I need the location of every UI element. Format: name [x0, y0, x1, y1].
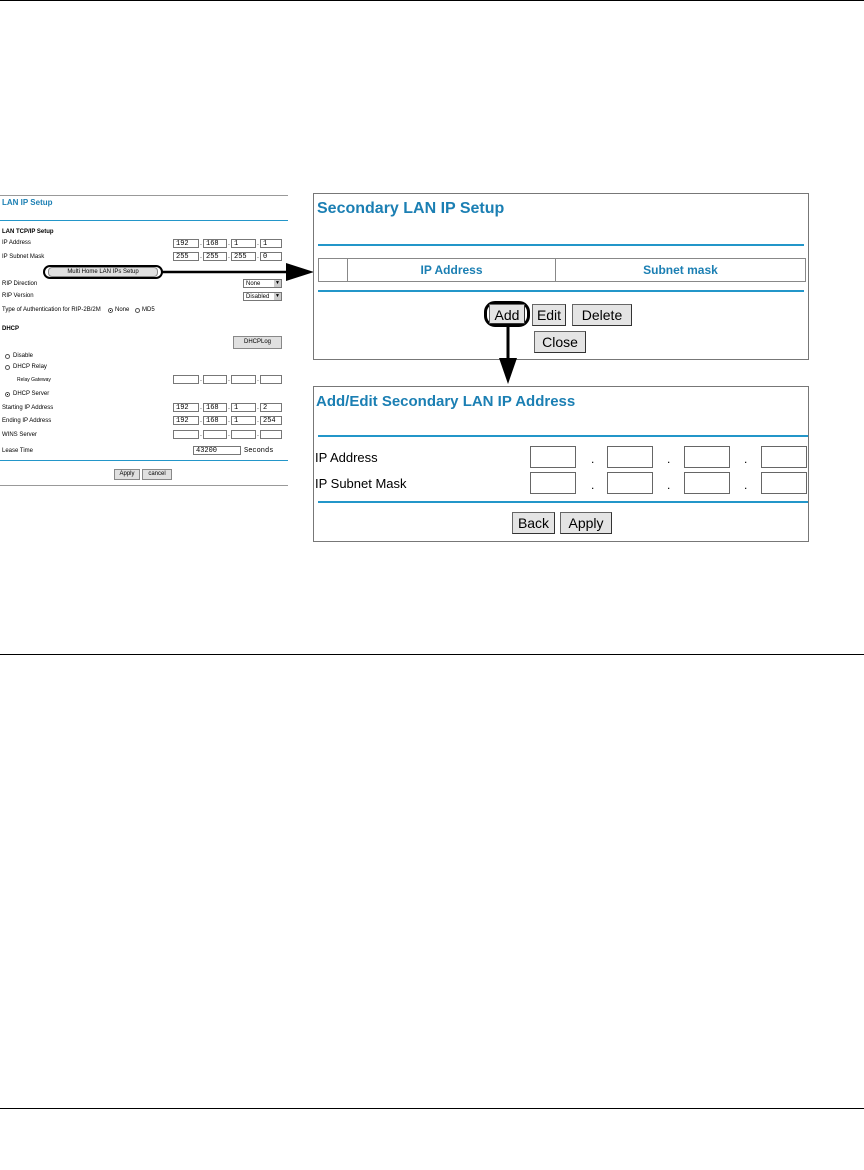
dot: . — [200, 253, 202, 260]
relay-octet-1[interactable] — [173, 375, 199, 384]
addedit-mask-label: IP Subnet Mask — [315, 476, 407, 491]
relay-octet-4[interactable] — [260, 375, 282, 384]
dhcp-log-button[interactable]: DHCPLog — [233, 336, 282, 349]
start-octet-1[interactable]: 192 — [173, 403, 199, 412]
secondary-lan-panel — [313, 193, 809, 360]
dot: . — [257, 376, 259, 383]
dot: . — [200, 431, 202, 438]
lease-time-label: Lease Time — [2, 448, 34, 454]
multihome-lan-ips-button[interactable]: Multi Home LAN IPs Setup — [48, 267, 158, 277]
lan-apply-button[interactable]: Apply — [114, 469, 140, 480]
dot: . — [200, 240, 202, 247]
mask-octet-1[interactable]: 255 — [173, 252, 199, 261]
addedit-ip-octet-3[interactable] — [684, 446, 730, 468]
addedit-apply-button[interactable]: Apply — [560, 512, 612, 534]
relay-octet-3[interactable] — [231, 375, 256, 384]
dot: . — [228, 240, 230, 247]
dot: . — [257, 404, 259, 411]
lan-bottom-rule — [0, 460, 288, 461]
addedit-ip-octet-4[interactable] — [761, 446, 807, 468]
dhcp-section-heading: DHCP — [2, 326, 20, 332]
col-header-ip: IP Address — [420, 263, 483, 277]
addedit-title-rule — [318, 435, 808, 437]
addedit-mask-octet-4[interactable] — [761, 472, 807, 494]
start-octet-2[interactable]: 168 — [203, 403, 227, 412]
end-octet-3[interactable]: 1 — [231, 416, 256, 425]
delete-button[interactable]: Delete — [572, 304, 632, 326]
rip-version-select[interactable]: Disabled ▼ — [243, 292, 282, 301]
rip-direction-label: RIP Direction — [2, 281, 38, 287]
arrow-down-icon — [496, 324, 520, 386]
start-octet-4[interactable]: 2 — [260, 403, 282, 412]
dot: . — [228, 376, 230, 383]
end-ip-label: Ending IP Address — [2, 418, 52, 424]
close-button[interactable]: Close — [534, 331, 586, 353]
lan-cancel-button[interactable]: cancel — [142, 469, 172, 480]
secondary-table-rule — [318, 290, 804, 292]
dot: . — [744, 478, 748, 492]
addedit-mask-octet-3[interactable] — [684, 472, 730, 494]
arrow-right-icon — [160, 260, 316, 282]
dot: . — [200, 376, 202, 383]
ip-octet-4[interactable]: 1 — [260, 239, 282, 248]
wins-octet-1[interactable] — [173, 430, 199, 439]
dot: . — [744, 452, 748, 466]
wins-octet-4[interactable] — [260, 430, 282, 439]
lan-ip-setup-panel — [0, 195, 288, 485]
dot: . — [591, 452, 595, 466]
rip-direction-select[interactable]: None ▼ — [243, 279, 282, 288]
ip-address-label: IP Address — [2, 240, 31, 246]
lan-panel-title: LAN IP Setup — [2, 198, 53, 207]
dot: . — [257, 253, 259, 260]
wins-server-label: WINS Server — [2, 432, 38, 438]
secondary-panel-title: Secondary LAN IP Setup — [317, 200, 505, 217]
wins-octet-3[interactable] — [231, 430, 256, 439]
rip-version-label: RIP Version — [2, 293, 34, 299]
col-header-mask: Subnet mask — [643, 263, 718, 277]
dot: . — [200, 404, 202, 411]
dot: . — [591, 478, 595, 492]
start-octet-3[interactable]: 1 — [231, 403, 256, 412]
addedit-ip-label: IP Address — [315, 450, 378, 465]
auth-type-label: Type of Authentication for RIP-2B/2M — [2, 307, 101, 313]
dot: . — [257, 431, 259, 438]
lan-panel-top-border — [0, 195, 288, 196]
ip-octet-2[interactable]: 168 — [203, 239, 227, 248]
dhcp-disable-radio[interactable] — [5, 354, 10, 359]
addedit-ip-octet-2[interactable] — [607, 446, 653, 468]
end-octet-4[interactable]: 254 — [260, 416, 282, 425]
dhcp-server-label: DHCP Server — [13, 391, 50, 397]
addedit-panel — [313, 386, 809, 542]
addedit-mask-octet-2[interactable] — [607, 472, 653, 494]
mask-octet-2[interactable]: 255 — [203, 252, 227, 261]
add-button[interactable]: Add — [489, 304, 525, 324]
ip-octet-3[interactable]: 1 — [231, 239, 256, 248]
dot: . — [200, 417, 202, 424]
end-octet-1[interactable]: 192 — [173, 416, 199, 425]
lease-time-input[interactable]: 43200 — [193, 446, 241, 455]
dhcp-relay-label: DHCP Relay — [13, 364, 47, 370]
mask-octet-4[interactable]: 0 — [260, 252, 282, 261]
dot: . — [257, 240, 259, 247]
page-bottom-rule — [0, 1108, 864, 1109]
mask-octet-3[interactable]: 255 — [231, 252, 256, 261]
addedit-bottom-rule — [318, 501, 808, 503]
addedit-ip-octet-1[interactable] — [530, 446, 576, 468]
start-ip-label: Starting IP Address — [2, 405, 54, 411]
back-button[interactable]: Back — [512, 512, 555, 534]
subnet-mask-label: IP Subnet Mask — [2, 254, 45, 260]
auth-none-label: None — [115, 307, 130, 313]
addedit-panel-title: Add/Edit Secondary LAN IP Address — [316, 393, 576, 410]
relay-octet-2[interactable] — [203, 375, 227, 384]
ip-octet-1[interactable]: 192 — [173, 239, 199, 248]
dhcp-server-radio[interactable] — [5, 392, 10, 397]
auth-md5-label: MD5 — [142, 307, 155, 313]
dhcp-disable-label: Disable — [13, 353, 34, 359]
edit-button[interactable]: Edit — [532, 304, 566, 326]
auth-none-radio[interactable] — [108, 308, 113, 313]
relay-gateway-label: Relay Gateway — [17, 377, 51, 383]
tcpip-section-heading: LAN TCP/IP Setup — [2, 229, 54, 235]
wins-octet-2[interactable] — [203, 430, 227, 439]
auth-md5-radio[interactable] — [135, 308, 140, 313]
dot: . — [228, 431, 230, 438]
dot: . — [667, 452, 671, 466]
dot: . — [228, 404, 230, 411]
lease-unit-label: Seconds — [244, 447, 274, 455]
addedit-mask-octet-1[interactable] — [530, 472, 576, 494]
secondary-table — [318, 258, 806, 282]
dot: . — [228, 253, 230, 260]
secondary-title-rule — [318, 244, 804, 246]
dhcp-relay-radio[interactable] — [5, 365, 10, 370]
dot: . — [667, 478, 671, 492]
end-octet-2[interactable]: 168 — [203, 416, 227, 425]
dot: . — [228, 417, 230, 424]
page-mid-rule — [0, 654, 864, 655]
lan-panel-bottom-border — [0, 485, 288, 486]
lan-title-rule — [0, 220, 288, 221]
page-top-rule — [0, 0, 864, 1]
dot: . — [257, 417, 259, 424]
